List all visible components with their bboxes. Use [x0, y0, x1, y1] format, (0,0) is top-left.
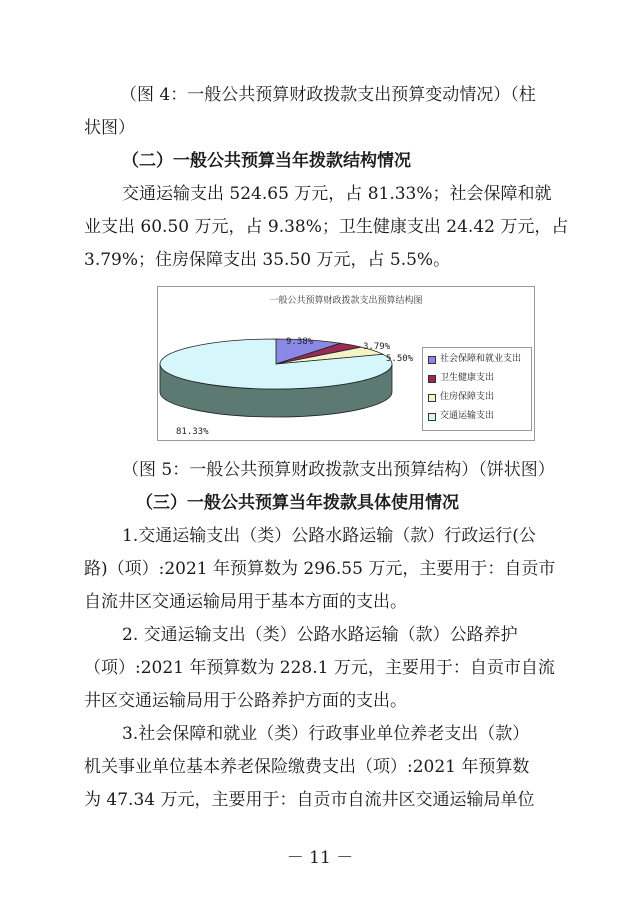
pie-chart: [157, 286, 535, 441]
chart-title: 一般公共预算财政拨款支出预算结构图: [269, 296, 423, 306]
paragraph-line: 路)（项）:2021 年预算数为 296.55 万元，主要用于：自贡市: [84, 559, 556, 579]
legend-item: [428, 354, 521, 365]
pie-label-weisheng: 3.79%: [363, 342, 391, 352]
section-heading-2: （二）一般公共预算当年拨款结构情况: [122, 151, 411, 171]
paragraph-line: 业支出 60.50 万元，占 9.38%；卫生健康支出 24.42 万元，占: [84, 217, 569, 237]
caption-fig4-line1: （图 4：一般公共预算财政拨款支出预算变动情况）（柱: [120, 85, 536, 105]
legend-label: 卫生健康支出: [440, 373, 495, 383]
chart-legend: [422, 347, 532, 431]
legend-label: 住房保障支出: [440, 392, 495, 402]
paragraph-line: 2. 交通运输支出（类）公路水路运输（款）公路养护: [122, 625, 518, 645]
paragraph-line: 自流井区交通运输局用于基本方面的支出。: [84, 592, 407, 612]
legend-swatch: [428, 356, 436, 364]
pie-label-jiaotong: 81.33%: [176, 427, 209, 437]
legend-swatch: [428, 394, 436, 402]
legend-item: [428, 411, 494, 422]
section-heading-3: （三）一般公共预算当年拨款具体使用情况: [136, 493, 459, 513]
paragraph-line: 3.社会保障和就业（类）行政事业单位养老支出（款）: [122, 724, 530, 744]
paragraph-line: 井区交通运输局用于公路养护方面的支出。: [84, 691, 407, 711]
paragraph-line: 交通运输支出 524.65 万元，占 81.33%；社会保障和就: [122, 184, 552, 204]
caption-fig4-line2: 状图）: [84, 118, 135, 138]
paragraph-line: 为 47.34 万元，主要用于：自贡市自流井区交通运输局单位: [84, 790, 535, 810]
paragraph-line: 3.79%；住房保障支出 35.50 万元，占 5.5%。: [84, 250, 451, 270]
paragraph-line: （项）:2021 年预算数为 228.1 万元，主要用于：自贡市自流: [84, 658, 555, 678]
legend-swatch: [428, 413, 436, 421]
legend-label: 社会保障和就业支出: [440, 354, 522, 364]
caption-fig5: （图 5：一般公共预算财政拨款支出预算结构）（饼状图）: [122, 460, 555, 480]
legend-item: [428, 373, 494, 384]
paragraph-line: 1.交通运输支出（类）公路水路运输（款）行政运行(公: [122, 526, 536, 546]
legend-label: 交通运输支出: [440, 411, 495, 421]
legend-item: [428, 392, 494, 403]
page-number: － 11 －: [286, 848, 354, 868]
paragraph-line: 机关事业单位基本养老保险缴费支出（项）:2021 年预算数: [84, 757, 530, 777]
pie-label-zhufang: 5.50%: [386, 354, 414, 364]
pie-label-shehui: 9.38%: [286, 337, 314, 347]
legend-swatch: [428, 375, 436, 383]
